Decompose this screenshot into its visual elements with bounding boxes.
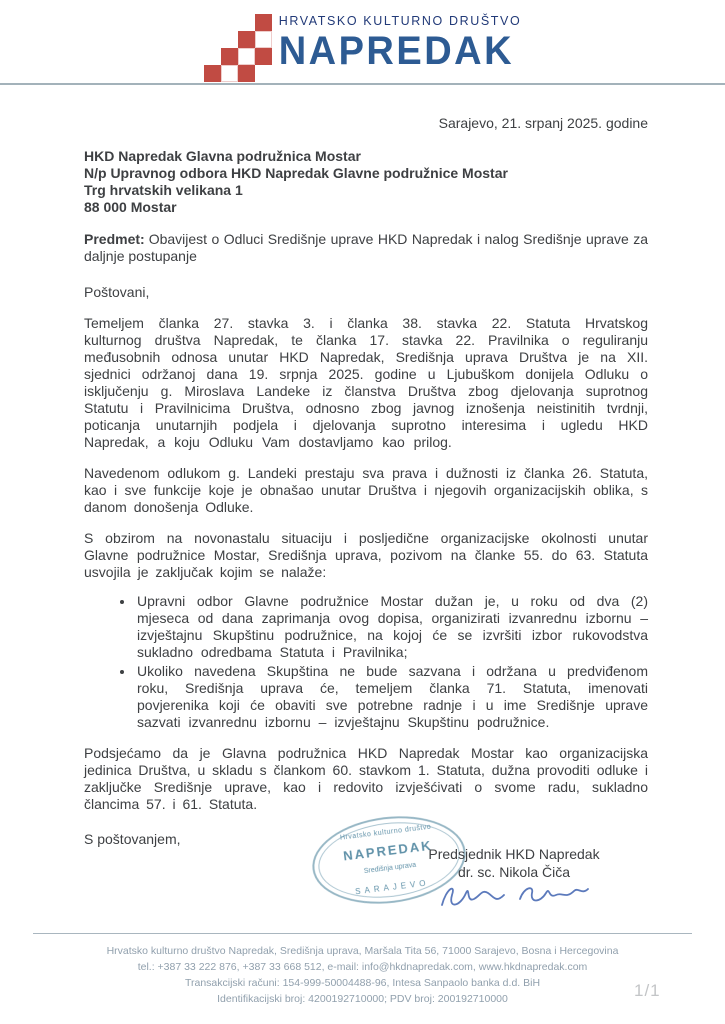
cb-blank <box>204 31 221 48</box>
cb-blank <box>238 14 255 31</box>
subject-text: Obavijest o Odluci Središnje uprave HKD Napredak i nalog Središnje uprave za daljnje postupanje <box>84 231 648 264</box>
paragraph-reminder: Podsjećamo da je Glavna podružnica HKD Napredak Mostar kao organizacijska jedinica Društva, u skladu s člankom 60. stavkom 1. Statuta, dužna provoditi odluke i zaključke Središnje uprave, kao i redovito izvješćivati o svome radu, sukladno člancima 57. i 61. Statuta. <box>84 745 648 812</box>
recipient-line: Trg hrvatskih velikana 1 <box>84 182 243 198</box>
cb-blank <box>221 14 238 31</box>
header-divider <box>0 83 725 85</box>
cb-red-square <box>221 48 238 65</box>
subject-label: Predmet: <box>84 231 145 247</box>
cb-white-square <box>221 65 238 82</box>
cb-red-square <box>255 14 272 31</box>
stamp-city-line: SARAJEVO <box>354 878 430 897</box>
signer-title: Predsjednik HKD Napredak <box>428 846 600 862</box>
cb-white-square <box>238 48 255 65</box>
recipient-block <box>84 148 648 216</box>
cb-white-square <box>255 31 272 48</box>
recipient-line: N/p Upravnog odbora HKD Napredak Glavne podružnice Mostar <box>84 165 508 181</box>
letter-body <box>84 115 648 919</box>
stamp-society-line: Hrvatsko kulturno društvo <box>339 823 432 842</box>
recipient-line: 88 000 Mostar <box>84 199 177 215</box>
napredak-checkerboard-logo <box>204 14 272 82</box>
signer-name: dr. sc. Nikola Čiča <box>457 864 571 880</box>
cb-blank <box>204 14 221 31</box>
napredak-wordmark: NAPREDAK <box>278 29 515 74</box>
valediction: S poštovanjem, <box>84 831 181 847</box>
cb-red-square <box>238 31 255 48</box>
footer-address-line: Hrvatsko kulturno društvo Napredak, Središnja uprava, Maršala Tita 56, 71000 Sarajevo, Bosna i Hercegovina <box>106 945 619 957</box>
society-name-small: HRVATSKO KULTURNO DRUŠTVO <box>278 14 522 28</box>
stamp-napredak-line: NAPREDAK <box>342 837 434 864</box>
paragraph-consequences: Navedenom odlukom g. Landeki prestaju sva prava i dužnosti iz članka 26. Statuta, kao i sve funkcije koje je obnašao unutar Društva i njegovih organizacijskih oblika, s danom donošenja Odluke. <box>84 465 648 515</box>
order-item-commissioner: • Ukoliko navedena Skupština ne bude sazvana i održana u predviđenom roku, Središnja uprava će, temeljem članka 71. Statuta, imenovati povjerenika koji će obaviti sve potrebne radnje i u ime Središnje uprave sazvati izvanrednu izbornu – izvještajnu Skupštinu podružnice. <box>135 663 648 731</box>
subject-line <box>84 231 648 265</box>
signer-identity <box>414 845 614 881</box>
paragraph-conclusion-intro: S obzirom na novonastalu situaciju i posljedične organizacijske okolnosti unutar Glavne podružnice Mostar, Središnja uprava, pozivom na članke 55. do 63. Statuta usvojila je zaključak kojim se nalaže: <box>84 530 648 580</box>
recipient-line: HKD Napredak Glavna podružnica Mostar <box>84 148 361 164</box>
footer-id-line: Identifikacijski broj: 4200192710000; PDV broj: 200192710000 <box>217 993 508 1005</box>
logo-text <box>278 13 522 74</box>
cb-red-square <box>204 65 221 82</box>
cb-blank <box>221 31 238 48</box>
cb-red-square <box>238 65 255 82</box>
handwritten-signature <box>436 879 596 913</box>
page-indicator: 1/1 <box>634 981 661 1000</box>
date-line: Sarajevo, 21. srpanj 2025. godine <box>438 115 648 131</box>
letterhead-footer <box>33 933 692 1007</box>
cb-red-square <box>255 48 272 65</box>
stamp-central-admin-line: Središnja uprava <box>363 861 417 876</box>
cb-blank <box>204 48 221 65</box>
salutation: Poštovani, <box>84 284 150 300</box>
footer-contact-line: tel.: +387 33 222 876, +387 33 668 512, e-mail: info@hkdnapredak.com, www.hkdnapredak.com <box>137 961 588 973</box>
letterhead <box>0 0 725 83</box>
footer-bank-line: Transakcijski računi: 154-999-50004488-96, Intesa Sanpaolo banka d.d. BiH <box>184 977 541 989</box>
paragraph-decision: Temeljem članka 27. stavka 3. i članka 38. stavka 22. Statuta Hrvatskog kulturnog društva Napredak, te članka 17. stavka 22. Pravilnika o reguliranju međusobnih odnosa unutar HKD Napredak, Središnja uprava Društva je na XII. sjednici održanoj dana 19. srpnja 2025. godine u Ljubuškom donijela Odluku o isključenju g. Miroslava Landeke iz članstva Društva zbog djelovanja suprotnog Statutu i Pravilnicima Društva, odnosno zbog javnog iznošenja neistinitih tvrdnji, poticanja unutarnjih podjela i djelovanja suprotno interesima i ugledu HKD Napredak, a koju Odluku Vam dostavljamo kao prilog. <box>84 315 648 450</box>
signature-block <box>84 823 648 919</box>
order-list <box>84 593 648 731</box>
order-item-assembly: • Upravni odbor Glavne podružnice Mostar dužan je, u roku od dva (2) mjeseca od dana zaprimanja ovog dopisa, organizirati izvanrednu izbornu – izvještajnu Skupštinu podružnice, na kojoj će se izvršiti izbor rukovodstva sukladno odredbama Statuta i Pravilnika; <box>135 593 648 661</box>
cb-blank <box>255 65 272 82</box>
